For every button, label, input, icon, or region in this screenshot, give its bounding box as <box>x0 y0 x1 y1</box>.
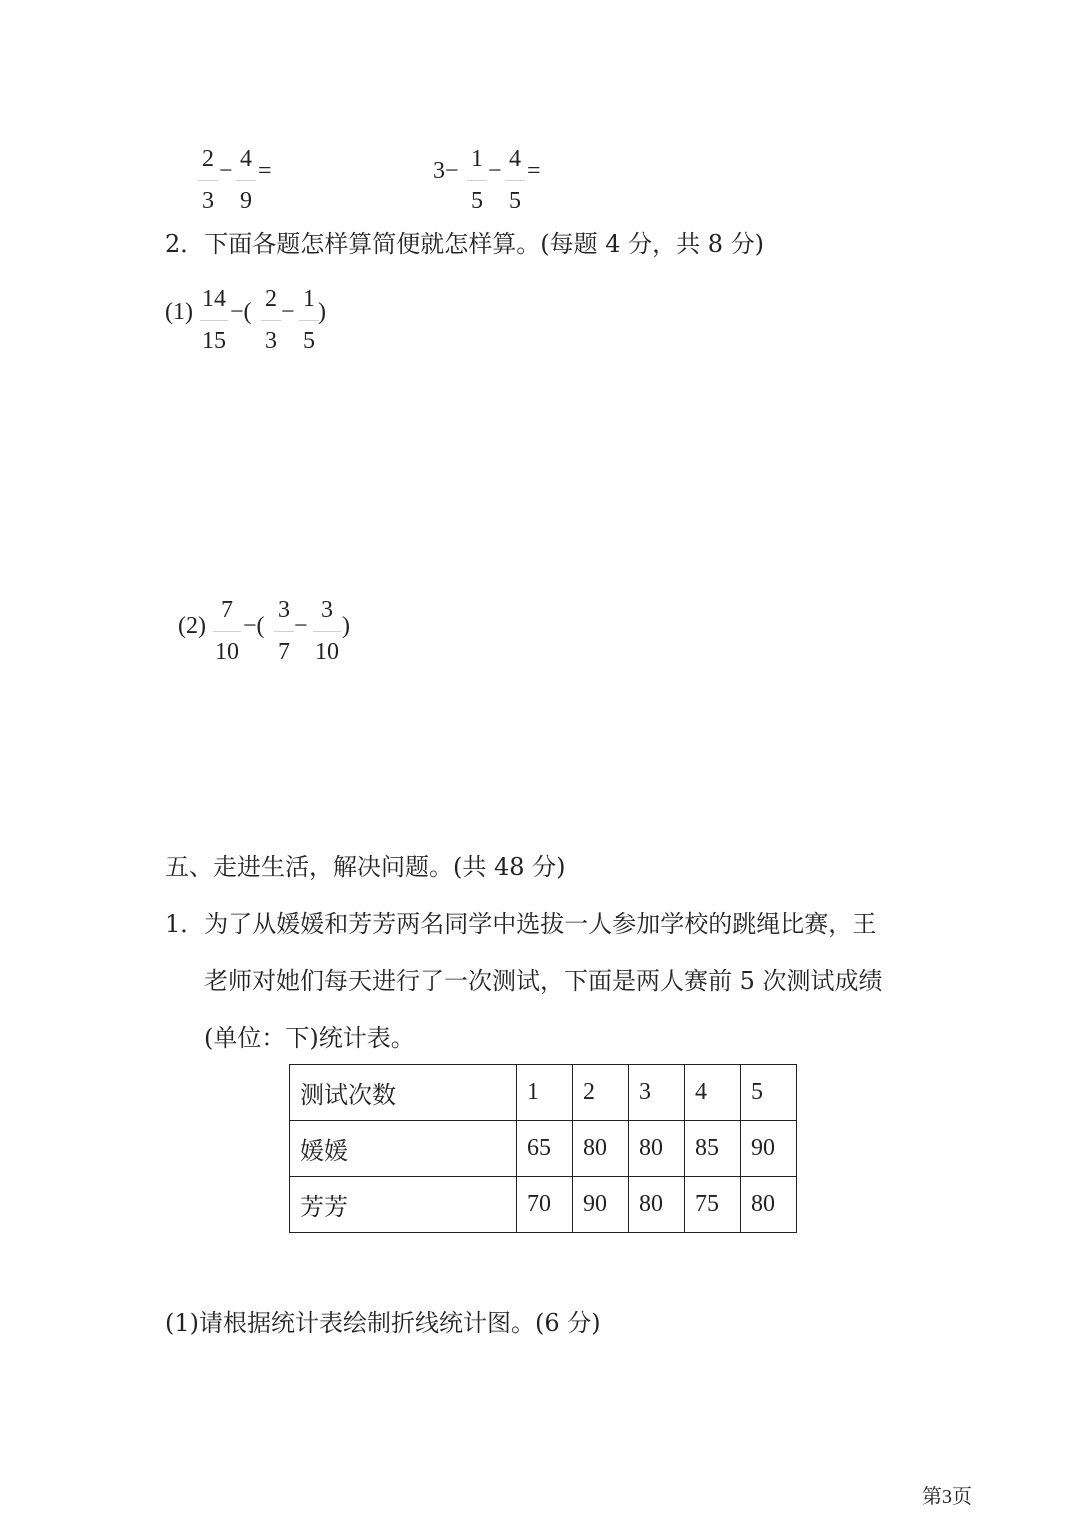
fraction-bar <box>198 180 218 181</box>
section-5-title: 五、走进生活，解决问题。(共 48 分) <box>165 853 566 881</box>
table-cell: 80 <box>629 1121 685 1177</box>
numerator: 2 <box>202 146 214 172</box>
table-cell: 75 <box>685 1177 741 1233</box>
table-cell: 85 <box>685 1121 741 1177</box>
close-paren: ) <box>318 299 326 325</box>
fraction <box>467 147 487 213</box>
table-cell: 5 <box>741 1065 797 1121</box>
sub-question-1: (1)请根据统计表绘制折线统计图。(6 分) <box>165 1309 601 1337</box>
denominator: 10 <box>215 639 239 665</box>
question-1-line-1: 1．为了从媛媛和芳芳两名同学中选拔一人参加学校的跳绳比赛，王 <box>165 910 877 938</box>
table-row <box>290 1065 797 1121</box>
denominator: 7 <box>278 639 290 665</box>
page-number: 第3页 <box>922 1486 972 1508</box>
table-cell: 1 <box>517 1065 573 1121</box>
denominator: 5 <box>303 328 315 354</box>
table-cell: 芳芳 <box>290 1177 517 1233</box>
denominator: 5 <box>471 188 483 214</box>
numerator: 3 <box>321 597 333 623</box>
fraction <box>274 598 294 664</box>
operator: − <box>219 158 233 184</box>
numerator: 1 <box>471 146 483 172</box>
table-row <box>290 1177 797 1233</box>
numerator: 1 <box>303 286 315 312</box>
fraction-bar <box>236 180 256 181</box>
denominator: 15 <box>202 328 226 354</box>
table-row <box>290 1121 797 1177</box>
leading-term: 3− <box>433 158 459 184</box>
denominator: 5 <box>509 188 521 214</box>
fraction <box>299 287 319 353</box>
fraction-bar <box>274 631 294 632</box>
table-cell: 媛媛 <box>290 1121 517 1177</box>
numerator: 2 <box>265 286 277 312</box>
table-cell: 80 <box>629 1177 685 1233</box>
question-1-line-3: (单位：下)统计表。 <box>204 1024 415 1052</box>
fraction-bar <box>505 180 525 181</box>
table-cell: 3 <box>629 1065 685 1121</box>
denominator: 3 <box>265 328 277 354</box>
denominator: 3 <box>202 188 214 214</box>
problem-label: (1) <box>165 299 193 325</box>
table-cell: 4 <box>685 1065 741 1121</box>
denominator: 10 <box>315 639 339 665</box>
fraction-bar <box>313 631 341 632</box>
fraction <box>236 147 256 213</box>
fraction <box>198 147 218 213</box>
table-cell: 80 <box>573 1121 629 1177</box>
numerator: 7 <box>221 597 233 623</box>
question-1-line-2: 老师对她们每天进行了一次测试，下面是两人赛前 5 次测试成绩 <box>204 967 883 995</box>
operator: − <box>281 299 295 325</box>
fraction <box>313 598 341 664</box>
numerator: 14 <box>202 286 226 312</box>
table-cell: 90 <box>573 1177 629 1233</box>
numerator: 3 <box>278 597 290 623</box>
fraction-bar <box>261 320 281 321</box>
table-cell: 80 <box>741 1177 797 1233</box>
table-cell: 90 <box>741 1121 797 1177</box>
operator: −( <box>243 613 265 639</box>
operator: − <box>488 158 502 184</box>
fraction <box>213 598 241 664</box>
denominator: 9 <box>240 188 252 214</box>
table-cell: 测试次数 <box>290 1065 517 1121</box>
numerator: 4 <box>240 146 252 172</box>
table-cell: 2 <box>573 1065 629 1121</box>
problem-label: (2) <box>178 613 206 639</box>
fraction <box>505 147 525 213</box>
fraction <box>200 287 228 353</box>
score-table <box>289 1064 797 1233</box>
fraction-bar <box>213 631 241 632</box>
table-cell: 70 <box>517 1177 573 1233</box>
close-paren: ) <box>342 613 350 639</box>
fraction-bar <box>467 180 487 181</box>
equals-sign: = <box>527 158 541 184</box>
fraction <box>261 287 281 353</box>
question-2-title: 2．下面各题怎样算简便就怎样算。(每题 4 分，共 8 分) <box>165 230 765 258</box>
numerator: 4 <box>509 146 521 172</box>
operator: − <box>294 613 308 639</box>
fraction-bar <box>200 320 228 321</box>
operator: −( <box>230 299 252 325</box>
equals-sign: = <box>258 158 272 184</box>
fraction-bar <box>299 320 319 321</box>
table-cell: 65 <box>517 1121 573 1177</box>
